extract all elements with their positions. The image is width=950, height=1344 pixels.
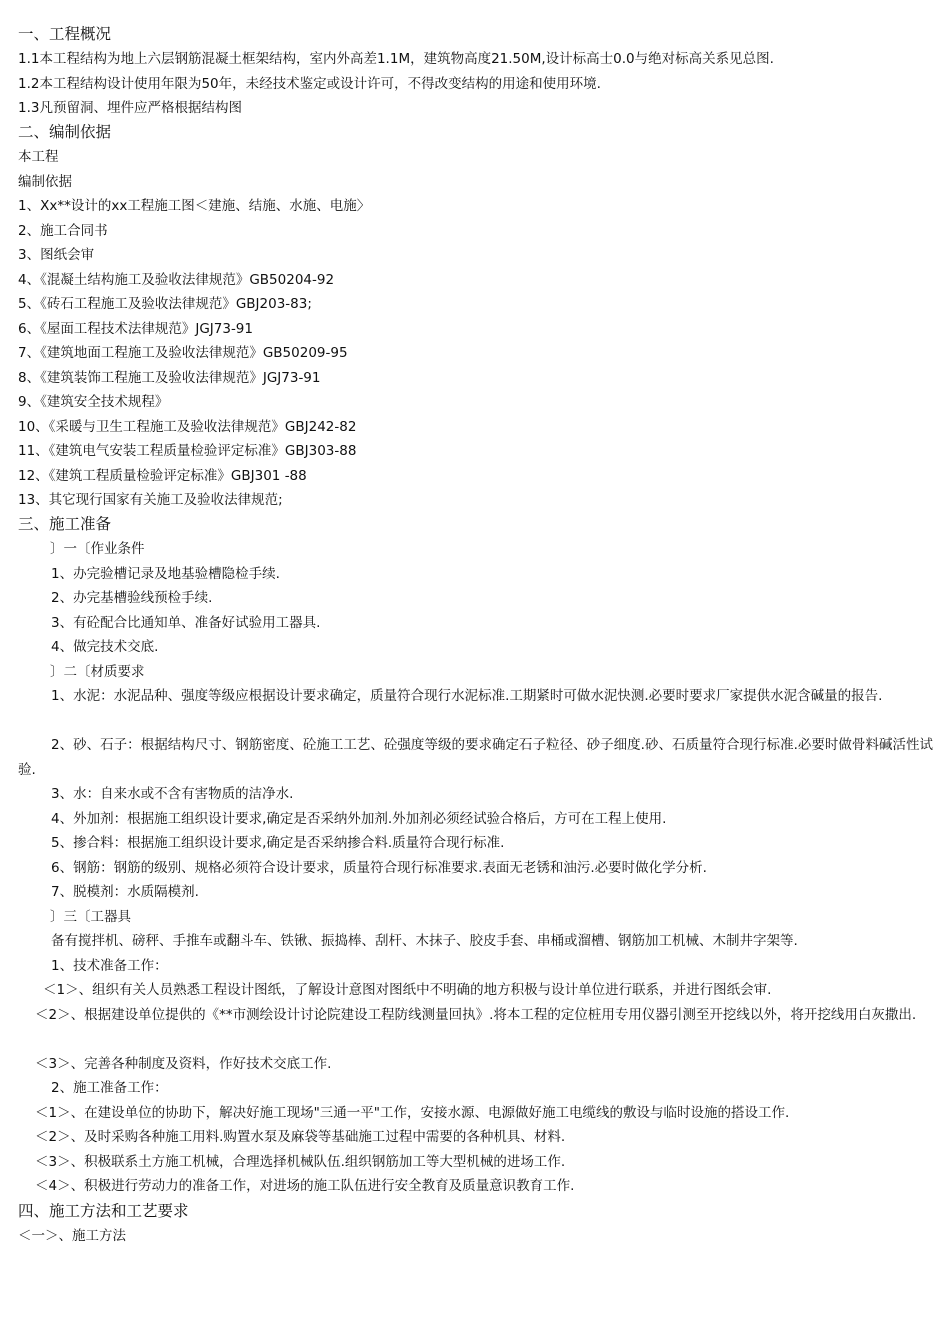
subsection-title-work-conditions: 〕一〔作业条件 xyxy=(50,541,145,557)
tech-prep-item: ＜1＞、组织有关人员熟悉工程设计图纸，了解设计意图对图纸中不明确的地方积极与设计单位进行联系，并进行图纸会审. xyxy=(43,982,772,998)
basis-list-item: 11、《建筑电气安装工程质量检验评定标准》GBJ303-88 xyxy=(18,443,357,459)
site-prep-title: 2、施工准备工作： xyxy=(51,1080,168,1096)
work-condition-item: 1、办完验槽记录及地基验槽隐检手续. xyxy=(51,566,280,582)
overview-line-1: 1.1本工程结构为地上六层钢筋混凝土框架结构，室内外高差1.1M，建筑物高度21.50M,设计标高士0.0与绝对标高关系见总图. xyxy=(18,51,774,67)
section-heading-preparation: 三、施工准备 xyxy=(18,515,112,533)
basis-list-item: 13、其它现行国家有关施工及验收法律规范; xyxy=(18,492,283,508)
site-prep-item: ＜4＞、积极进行劳动力的准备工作，对进场的施工队伍进行安全教育及质量意识教育工作. xyxy=(35,1178,575,1194)
basis-list-item: 9、《建筑安全技术规程》 xyxy=(18,394,169,410)
basis-list-item: 12、《建筑工程质量检验评定标准》GBJ301 -88 xyxy=(18,468,307,484)
basis-list-item: 2、施工合同书 xyxy=(18,223,108,239)
basis-list-item: 5、《砖石工程施工及验收法律规范》GBJ203-83; xyxy=(18,296,312,312)
tools-text: 备有搅拌机、磅秤、手推车或翻斗车、铁锹、振捣棒、刮杆、木抹子、胶皮手套、串桶或溜槽、钢筋加工机械、木制井字架等. xyxy=(51,933,798,949)
material-item-water: 3、水：自来水或不含有害物质的洁净水. xyxy=(51,786,294,802)
tech-prep-item: ＜2＞、根据建设单位提供的《**市测绘设计讨论院建设工程防线测量回执》.将本工程的定位桩用专用仪器引测至开挖线以外，将开挖线用白灰撒出. xyxy=(35,1007,917,1023)
work-condition-item: 4、做完技术交底. xyxy=(51,639,159,655)
material-item-release-agent: 7、脱模剂：水质隔模剂. xyxy=(51,884,199,900)
site-prep-item: ＜2＞、及时采购各种施工用料.购置水泵及麻袋等基础施工过程中需要的各种机具、材料. xyxy=(35,1129,566,1145)
tech-prep-item: ＜3＞、完善各种制度及资料，作好技术交底工作. xyxy=(35,1056,332,1072)
work-condition-item: 2、办完基槽验线预检手续. xyxy=(51,590,213,606)
site-prep-item: ＜3＞、积极联系土方施工机械，合理选择机械队伍.组织钢筋加工等大型机械的进场工作. xyxy=(35,1154,566,1170)
basis-line: 编制依据 xyxy=(18,174,72,190)
basis-list-item: 8、《建筑装饰工程施工及验收法律规范》JGJ73-91 xyxy=(18,370,321,386)
tech-prep-title: 1、技术准备工作： xyxy=(51,958,168,974)
site-prep-item: ＜1＞、在建设单位的协助下，解决好施工现场"三通一平"工作，安接水源、电源做好施工电缆线的敷设与临时设施的搭设工作. xyxy=(35,1105,790,1121)
overview-line-2: 1.2本工程结构设计使用年限为50年，未经技术鉴定或设计许可，不得改变结构的用途和使用环境. xyxy=(18,76,601,92)
basis-list-item: 10、《采暖与卫生工程施工及验收法律规范》GBJ242-82 xyxy=(18,419,357,435)
material-item-cement: 1、水泥：水泥品种、强度等级应根据设计要求确定，质量符合现行水泥标准.工期紧时可做水泥快测.必要时要求厂家提供水泥含碱量的报告. xyxy=(51,688,883,704)
subsection-title-tools: 〕三〔工器具 xyxy=(50,909,131,925)
material-item-mineral-admixture: 5、掺合料：根据施工组织设计要求,确定是否采纳掺合料.质量符合现行标准. xyxy=(51,835,505,851)
section-heading-methods: 四、施工方法和工艺要求 xyxy=(18,1202,189,1220)
material-item-rebar: 6、钢筋：钢筋的级别、规格必须符合设计要求，质量符合现行标准要求.表面无老锈和油污.必要时做化学分析. xyxy=(51,860,707,876)
basis-line: 本工程 xyxy=(18,149,59,165)
section-heading-basis: 二、编制依据 xyxy=(18,123,112,141)
work-condition-item: 3、有砼配合比通知单、准备好试验用工器具. xyxy=(51,615,321,631)
basis-list-item: 4、《混凝土结构施工及验收法律规范》GB50204-92 xyxy=(18,272,335,288)
subsection-title-materials: 〕二〔材质要求 xyxy=(50,664,145,680)
section-heading-overview: 一、工程概况 xyxy=(18,25,112,43)
basis-list-item: 3、图纸会审 xyxy=(18,247,95,263)
methods-subheading: ＜一＞、施工方法 xyxy=(18,1228,126,1244)
material-item-aggregate: 2、砂、石子：根据结构尺寸、钢筋密度、砼施工工艺、砼强度等级的要求确定石子粒径、砂子细度.砂、石质量符合现行标准.必要时做骨料碱活性试验. xyxy=(18,737,933,778)
overview-line-3: 1.3凡预留洞、埋件应严格根据结构图 xyxy=(18,100,242,116)
basis-list-item: 6、《屋面工程技术法律规范》JGJ73-91 xyxy=(18,321,253,337)
material-item-admixture: 4、外加剂：根据施工组织设计要求,确定是否采纳外加剂.外加剂必须经试验合格后，方可在工程上使用. xyxy=(51,811,667,827)
basis-list-item: 1、Xx**设计的xx工程施工图＜建施、结施、水施、电施〉 xyxy=(18,198,371,214)
basis-list-item: 7、《建筑地面工程施工及验收法律规范》GB50209-95 xyxy=(18,345,348,361)
